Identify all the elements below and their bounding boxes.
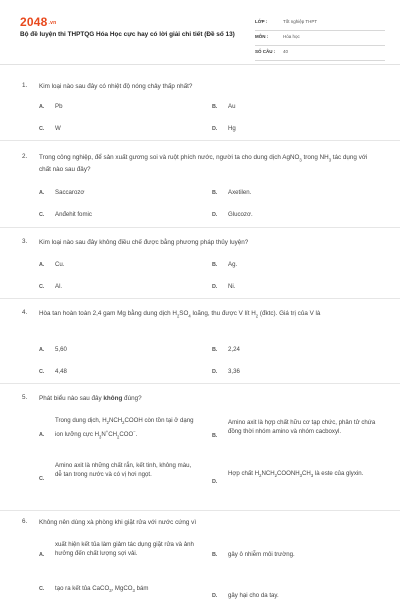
question-number: 6. xyxy=(22,518,28,525)
question-text: Trong công nghiệp, để sản xuất gương soi và ruột phích nước, người ta cho dung dịch AgNO$_3$ trong $NH_3$ tác dụng với chất nào sau đây? xyxy=(39,154,368,173)
site-logo[interactable] xyxy=(20,15,56,29)
meta-value-class: Tốt nghiệp THPT xyxy=(283,19,318,24)
option-letter: B. xyxy=(212,552,218,558)
question-text: Phát biểu nào sau đây không đúng? xyxy=(39,395,142,402)
option-text: Amino axit là hợp chất hữu cơ tạp chức, phân tử chứa đồng thời nhóm amino và nhóm cacboxyl. xyxy=(228,419,376,435)
option-text: Pb xyxy=(55,103,63,110)
option-text: Anđehit fomic xyxy=(55,211,92,218)
option-letter: A. xyxy=(39,347,45,353)
option-letter: A. xyxy=(39,552,45,558)
option-text: Ni. xyxy=(228,283,236,290)
option-letter: D. xyxy=(212,369,218,375)
meta-row-subject xyxy=(255,31,385,46)
option-text: Saccarozơ xyxy=(55,189,85,196)
question-divider xyxy=(0,510,400,511)
meta-value-count: 40 xyxy=(283,49,289,54)
option-letter: C. xyxy=(39,586,45,592)
question-divider xyxy=(0,140,400,141)
option-letter: D. xyxy=(212,212,218,218)
option-text: 5,60 xyxy=(55,346,67,353)
exam-title: Bộ đề luyện thi THPTQG Hóa Học cực hay có lời giải chi tiết (Đề số 13) xyxy=(20,31,235,38)
exam-meta xyxy=(255,16,385,61)
meta-row-class xyxy=(255,16,385,31)
option-text: Amino axit là những chất rắn, kết tinh, không màu, dễ tan trong nước và có vị hơi ngọt. xyxy=(55,462,192,478)
question-text: Kim loại nào sau đây không điều chế được bằng phương pháp thủy luyện? xyxy=(39,239,249,246)
option-text: 3,36 xyxy=(228,368,240,375)
option-letter: B. xyxy=(212,347,218,353)
option-letter: A. xyxy=(39,432,45,438)
option-letter: D. xyxy=(212,593,218,599)
option-letter: B. xyxy=(212,262,218,268)
meta-label-count: SỐ CÂU : xyxy=(255,49,276,54)
question-text: Không nên dùng xà phòng khi giặt rửa với nước cứng vì xyxy=(39,519,197,526)
logo-suffix: .vn xyxy=(48,19,57,26)
option-letter: A. xyxy=(39,262,45,268)
question-number: 4. xyxy=(22,309,28,316)
option-letter: D. xyxy=(212,126,218,132)
option-text: Al. xyxy=(55,283,63,290)
exam-header xyxy=(0,0,400,62)
meta-label-subject: MÔN : xyxy=(255,34,269,39)
question-divider xyxy=(0,227,400,228)
logo-text: 2048 xyxy=(20,15,48,29)
option-text: 2,24 xyxy=(228,346,240,353)
option-letter: C. xyxy=(39,476,45,482)
option-text: W xyxy=(55,125,61,132)
option-text: Cu. xyxy=(55,261,65,268)
option-letter: D. xyxy=(212,284,218,290)
meta-value-subject: Hóa học xyxy=(283,34,300,39)
question-divider xyxy=(0,298,400,299)
option-text: Glucozơ. xyxy=(228,211,253,218)
option-text: Axetilen. xyxy=(228,189,252,196)
option-letter: A. xyxy=(39,104,45,110)
question-text: Hòa tan hoàn toàn 2,4 gam Mg bằng dung dịch $H_2SO_4$ loãng, thu được V lít $H_2$ (đktc). Giá trị của V là xyxy=(39,310,321,319)
option-text: gây hại cho da tay. xyxy=(228,592,279,599)
option-letter: B. xyxy=(212,104,218,110)
option-text: Trong dung dịch, $H_2NCH_2COOH$ còn tồn tại ở dạng ion lưỡng cực $H_3N^+CH_2COO^-$. xyxy=(55,417,194,440)
question-number: 1. xyxy=(22,82,28,89)
option-letter: C. xyxy=(39,126,45,132)
meta-row-count xyxy=(255,46,385,61)
option-letter: B. xyxy=(212,433,218,439)
question-number: 3. xyxy=(22,238,28,245)
option-text: gây ô nhiễm môi trường. xyxy=(228,551,295,558)
question-text: Kim loại nào sau đây có nhiệt độ nóng chảy thấp nhất? xyxy=(39,83,193,90)
option-text: 4,48 xyxy=(55,368,67,375)
option-text: tạo ra kết tủa CaCO$_3$, MgCO$_3$ bám xyxy=(55,585,149,594)
option-text: Hg xyxy=(228,125,236,132)
option-letter: C. xyxy=(39,284,45,290)
question-number: 5. xyxy=(22,394,28,401)
option-text: Ag. xyxy=(228,261,238,268)
question-number: 2. xyxy=(22,153,28,160)
header-divider xyxy=(0,64,400,65)
option-text: Hợp chất $H_2NCH_2COONH_3CH_3$ là este của glyxin. xyxy=(228,470,364,479)
option-letter: A. xyxy=(39,190,45,196)
option-letter: C. xyxy=(39,212,45,218)
option-letter: B. xyxy=(212,190,218,196)
option-letter: D. xyxy=(212,479,218,485)
question-divider xyxy=(0,383,400,384)
meta-label-class: LỚP : xyxy=(255,19,268,24)
option-text: Au xyxy=(228,103,236,110)
option-text: xuất hiện kết tủa làm giảm tác dụng giặt rửa và ảnh hưởng đến chất lượng sợi vải. xyxy=(55,541,194,557)
emphasis-not: không xyxy=(103,395,123,402)
option-letter: C. xyxy=(39,369,45,375)
